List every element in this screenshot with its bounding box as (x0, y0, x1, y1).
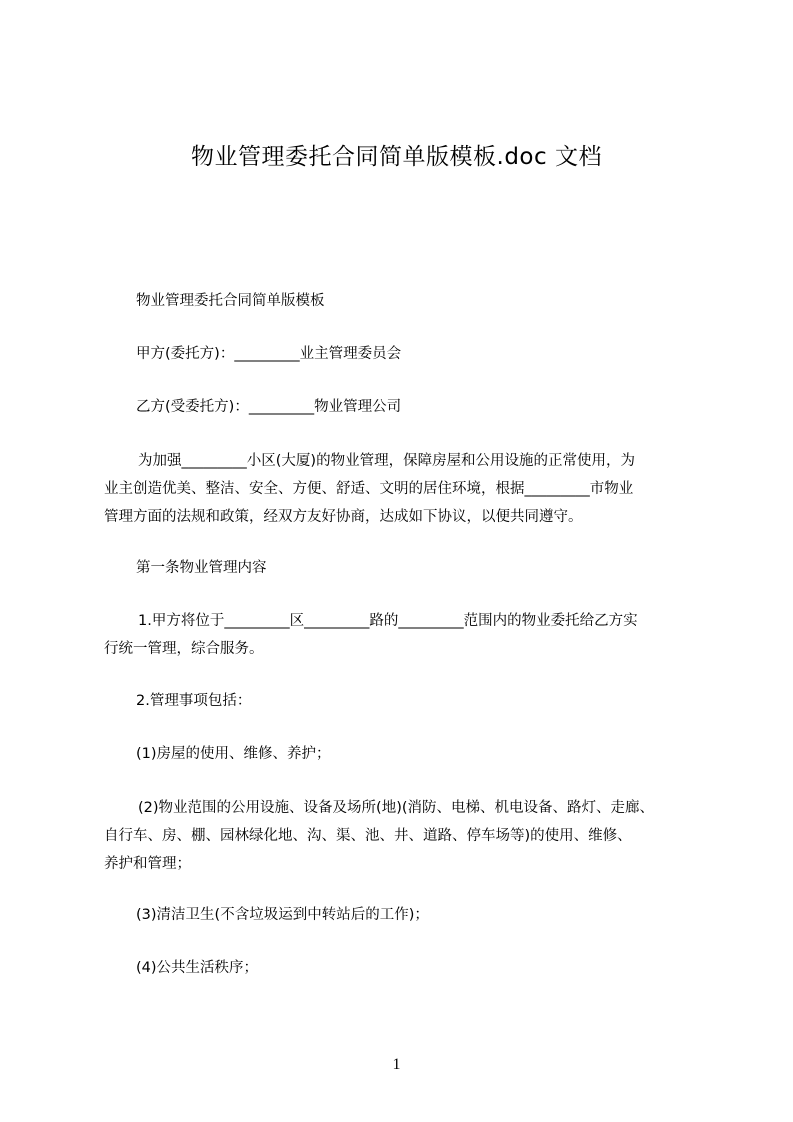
intro-line-3: 管理方面的法规和政策，经双方友好协商，达成如下协议，以便共同遵守。 (104, 509, 583, 525)
clause-2: 2.管理事项包括： (136, 693, 252, 709)
item-2 (104, 794, 704, 878)
item-2-line-2: 自行车、房、棚、园林绿化地、沟、渠、池、井、道路、停车场等)的使用、维修、 (104, 828, 632, 844)
intro-line-2: 业主创造优美、整洁、安全、方便、舒适、文明的居住环境，根据_________市物业 (104, 481, 634, 497)
document-title: 物业管理委托合同简单版模板.doc 文档 (191, 144, 602, 170)
article-1-title: 第一条物业管理内容 (136, 560, 267, 576)
clause-1-line-1: 1.甲方将位于_________区_________路的_________范围内的物业委托给乙方实 (138, 613, 638, 629)
party-b-line: 乙方(受委托方)：_________物业管理公司 (136, 399, 402, 415)
clause-1-line-2: 行统一管理，综合服务。 (104, 641, 264, 657)
intro-paragraph (104, 447, 704, 531)
contract-heading: 物业管理委托合同简单版模板 (136, 293, 325, 309)
clause-1 (104, 607, 704, 663)
item-3: (3)清洁卫生(不含垃圾运到中转站后的工作)； (136, 907, 429, 923)
item-2-line-3: 养护和管理； (104, 856, 191, 872)
party-a-line: 甲方(委托方)：_________业主管理委员会 (136, 346, 402, 362)
item-4: (4)公共生活秩序； (136, 960, 259, 976)
page-number: 1 (392, 1056, 401, 1073)
intro-line-1: 为加强_________小区(大厦)的物业管理，保障房屋和公用设施的正常使用，为 (138, 453, 636, 469)
item-1: (1)房屋的使用、维修、养护； (136, 746, 331, 762)
item-2-line-1: (2)物业范围的公用设施、设备及场所(地)(消防、电梯、机电设备、路灯、走廊、 (138, 800, 655, 816)
